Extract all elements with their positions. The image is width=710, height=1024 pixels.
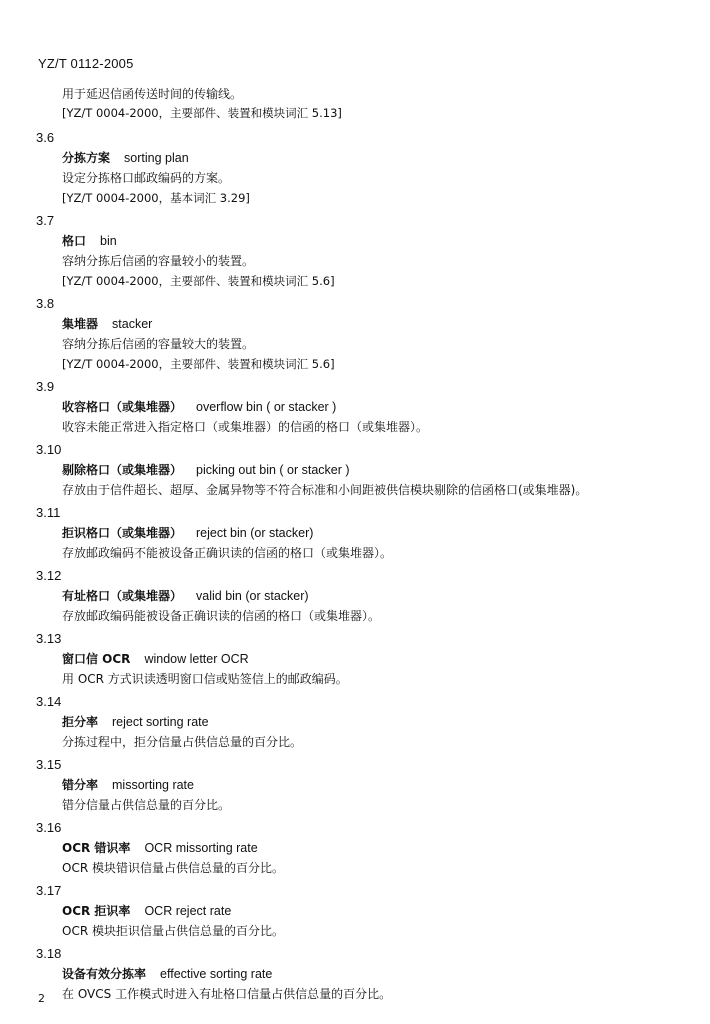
clause-number: 3.11 <box>36 505 61 520</box>
term-reference: [YZ/T 0004-2000，主要部件、装置和模块词汇 5.6] <box>62 274 335 288</box>
term-line <box>0 649 710 669</box>
term-entry <box>0 294 710 374</box>
term-chinese: 窗口信 OCR <box>62 652 131 666</box>
term-english: window letter OCR <box>144 652 249 666</box>
clause-number: 3.12 <box>36 568 62 583</box>
term-line <box>0 838 710 858</box>
term-definition: OCR 模块错识信量占供信总量的百分比。 <box>62 861 284 875</box>
term-chinese: 剔除格口（或集堆器） <box>62 463 183 477</box>
clause-number: 3.8 <box>36 296 55 311</box>
term-entry <box>0 503 710 563</box>
clause-number: 3.18 <box>36 946 62 961</box>
clause-number: 3.17 <box>36 883 62 898</box>
term-definition: 存放邮政编码能被设备正确识读的信函的格口（或集堆器）。 <box>62 609 381 623</box>
term-chinese: 格口 <box>62 234 87 248</box>
term-english: valid bin (or stacker) <box>196 589 309 603</box>
clause-number: 3.14 <box>36 694 62 709</box>
term-english: effective sorting rate <box>160 967 273 981</box>
term-english: reject bin (or stacker) <box>196 526 314 540</box>
term-english: picking out bin ( or stacker ) <box>196 463 350 477</box>
term-line <box>0 964 710 984</box>
term-entry <box>0 881 710 941</box>
term-chinese: 拒分率 <box>62 715 99 729</box>
term-definition: 容纳分拣后信函的容量较大的装置。 <box>62 337 255 351</box>
term-entry <box>0 629 710 689</box>
clause-number: 3.13 <box>36 631 62 646</box>
clause-number: 3.15 <box>36 757 62 772</box>
term-entry <box>0 755 710 815</box>
term-line <box>0 712 710 732</box>
term-line <box>0 901 710 921</box>
term-definition: 在 OVCS 工作模式时进入有址格口信量占供信总量的百分比。 <box>62 987 392 1001</box>
term-line <box>0 314 710 334</box>
term-definition: 存放由于信件超长、超厚、金属异物等不符合标准和小间距被供信模块剔除的信函格口(或集堆器)。 <box>62 483 588 497</box>
term-reference: [YZ/T 0004-2000，主要部件、装置和模块词汇 5.6] <box>62 357 335 371</box>
term-english: overflow bin ( or stacker ) <box>196 400 337 414</box>
term-entry <box>0 692 710 752</box>
clause-number: 3.9 <box>36 379 55 394</box>
clause-number: 3.7 <box>36 213 55 228</box>
term-chinese: 收容格口（或集堆器） <box>62 400 183 414</box>
term-line <box>0 586 710 606</box>
term-entry <box>0 128 710 208</box>
term-reference: [YZ/T 0004-2000，基本词汇 3.29] <box>62 191 250 205</box>
term-chinese: 设备有效分拣率 <box>62 967 147 981</box>
term-line <box>0 397 710 417</box>
term-english: sorting plan <box>124 151 189 165</box>
term-definition: 错分信量占供信总量的百分比。 <box>62 798 231 812</box>
term-line <box>0 460 710 480</box>
page-number: 2 <box>38 992 45 1005</box>
term-chinese: 错分率 <box>62 778 99 792</box>
term-entry <box>0 377 710 437</box>
term-english: stacker <box>112 317 153 331</box>
term-chinese: OCR 错识率 <box>62 841 131 855</box>
continued-definition: 用于延迟信函传送时间的传输线。 <box>62 87 243 101</box>
term-line <box>0 775 710 795</box>
clause-number: 3.10 <box>36 442 62 457</box>
term-list <box>0 128 710 1007</box>
term-definition: 分拣过程中，拒分信量占供信总量的百分比。 <box>62 735 303 749</box>
term-definition: 收容未能正常进入指定格口（或集堆器）的信函的格口（或集堆器）。 <box>62 420 429 434</box>
term-definition: 设定分拣格口邮政编码的方案。 <box>62 171 231 185</box>
term-definition: 容纳分拣后信函的容量较小的装置。 <box>62 254 255 268</box>
term-line <box>0 148 710 168</box>
term-english: OCR reject rate <box>144 904 232 918</box>
term-line <box>0 523 710 543</box>
continued-reference: [YZ/T 0004-2000，主要部件、装置和模块词汇 5.13] <box>62 106 342 120</box>
term-chinese: 有址格口（或集堆器） <box>62 589 183 603</box>
term-chinese: OCR 拒识率 <box>62 904 131 918</box>
term-entry <box>0 440 710 500</box>
term-english: bin <box>100 234 117 248</box>
term-english: missorting rate <box>112 778 194 792</box>
term-entry <box>0 566 710 626</box>
term-chinese: 分拣方案 <box>62 151 111 165</box>
term-definition: 用 OCR 方式识读透明窗口信或贴签信上的邮政编码。 <box>62 672 348 686</box>
term-definition: 存放邮政编码不能被设备正确识读的信函的格口（或集堆器）。 <box>62 546 393 560</box>
term-english: OCR missorting rate <box>144 841 258 855</box>
term-entry <box>0 211 710 291</box>
term-chinese: 拒识格口（或集堆器） <box>62 526 183 540</box>
term-entry <box>0 818 710 878</box>
standard-header: YZ/T 0112-2005 <box>38 56 134 71</box>
term-definition: OCR 模块拒识信量占供信总量的百分比。 <box>62 924 284 938</box>
term-english: reject sorting rate <box>112 715 209 729</box>
clause-number: 3.6 <box>36 130 55 145</box>
term-line <box>0 231 710 251</box>
term-entry <box>0 944 710 1004</box>
term-chinese: 集堆器 <box>62 317 99 331</box>
clause-number: 3.16 <box>36 820 62 835</box>
